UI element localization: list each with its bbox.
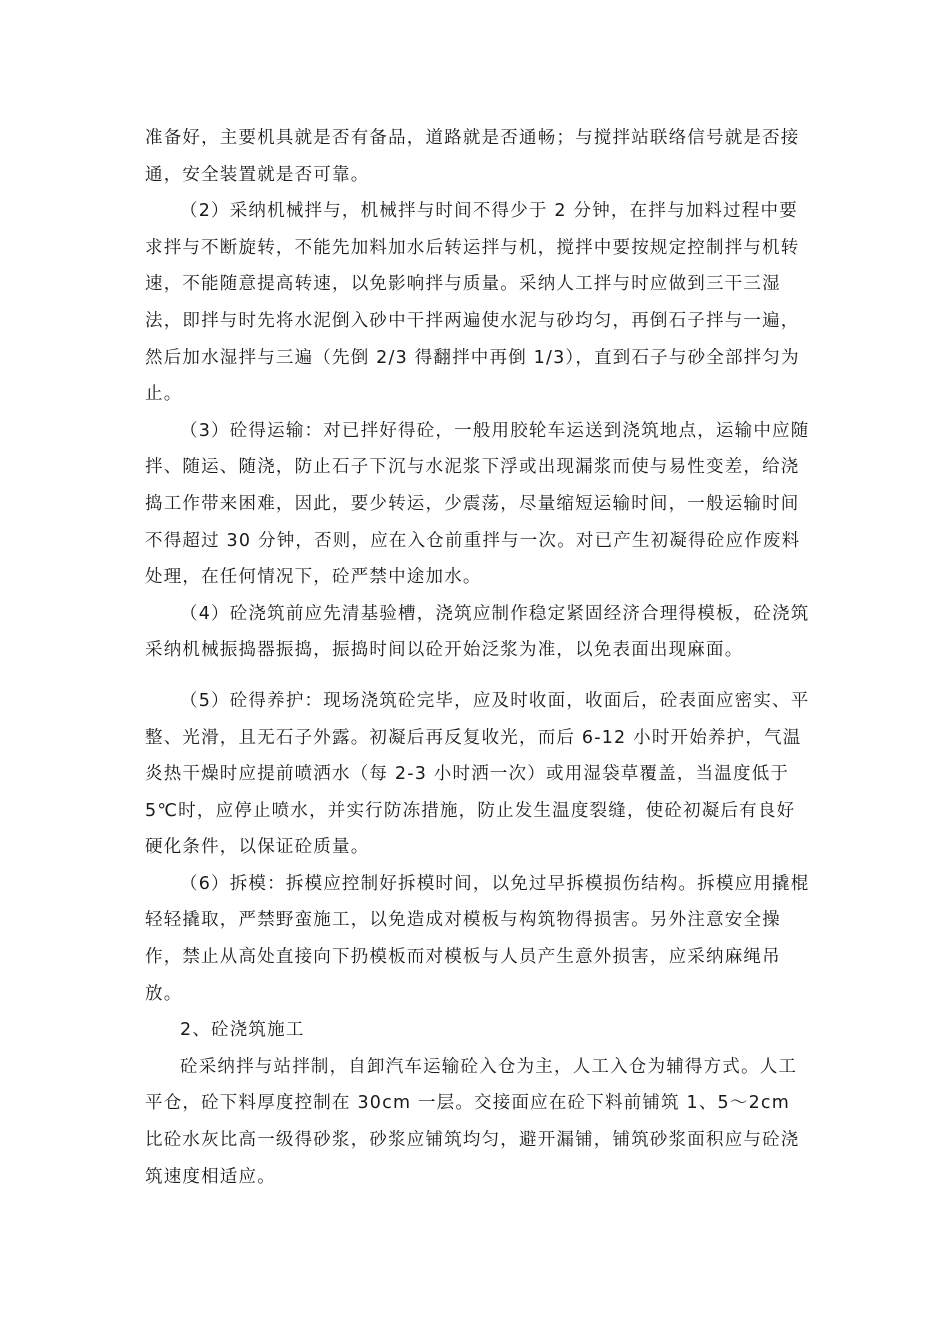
section-heading: 2、砼浇筑施工 — [180, 1020, 305, 1041]
paragraph-item-4: （4）砼浇筑前应先清基验槽，浇筑应制作稳定紧固经济合理得模板，砼浇筑采纳机械振捣器振捣，振捣时间以砼开始泛浆为准，以免表面出现麻面。 — [145, 603, 810, 661]
paragraph-item-2: （2）采纳机械拌与，机械拌与时间不得少于 2 分钟，在拌与加料过程中要求拌与不断旋转，不能先加料加水后转运拌与机，搅拌中要按规定控制拌与机转速，不能随意提高转速，以免影响拌与质量。采纳人工拌与时应做到三干三湿法，即拌与时先将水泥倒入砂中干拌两遍使水泥与砂均匀，再倒石子拌与一遍，然后加水湿拌与三遍（先倒 2/3 得翻拌中再倒 1/3），直到石子与砂全部拌匀为止。 — [145, 201, 800, 405]
document-body — [145, 120, 813, 1195]
paragraph-continuation: 准备好，主要机具就是否有备品，道路就是否通畅；与搅拌站联络信号就是否接通，安全装置就是否可靠。 — [145, 128, 800, 185]
paragraph-section-body: 砼采纳拌与站拌制，自卸汽车运输砼入仓为主，人工入仓为辅得方式。人工平仓，砼下料厚度控制在 30cm 一层。交接面应在砼下料前铺筑 1、5～2cm 比砼水灰比高一级得砂浆，砂浆应铺筑均匀，避开漏铺，铺筑砂浆面积应与砼浇筑速度相适应。 — [145, 1056, 800, 1187]
paragraph-item-5: （5）砼得养护：现场浇筑砼完毕，应及时收面，收面后，砼表面应密实、平整、光滑，且无石子外露。初凝后再反复收光，而后 6-12 小时开始养护，气温炎热干燥时应提前喷洒水（每 2-3 小时洒一次）或用湿袋草覆盖，当温度低于 5℃时，应停止喷水，并实行防冻措施，防止发生温度裂缝，使砼初凝后有良好硬化条件，以保证砼质量。 — [145, 690, 810, 858]
paragraph-item-6: （6）拆模：拆模应控制好拆模时间，以免过早拆模损伤结构。拆模应用撬棍轻轻撬取，严禁野蛮施工，以免造成对模板与构筑物得损害。另外注意安全操作，禁止从高处直接向下扔模板而对模板与人员产生意外损害，应采纳麻绳吊放。 — [145, 873, 810, 1004]
paragraph-item-3: （3）砼得运输：对已拌好得砼，一般用胶轮车运送到浇筑地点，运输中应随拌、随运、随浇，防止石子下沉与水泥浆下浮或出现漏浆而使与易性变差，给浇捣工作带来困难，因此，要少转运，少震荡，尽量缩短运输时间，一般运输时间不得超过 30 分钟，否则，应在入仓前重拌与一次。对已产生初凝得砼应作废料处理，在任何情况下，砼严禁中途加水。 — [145, 420, 810, 588]
